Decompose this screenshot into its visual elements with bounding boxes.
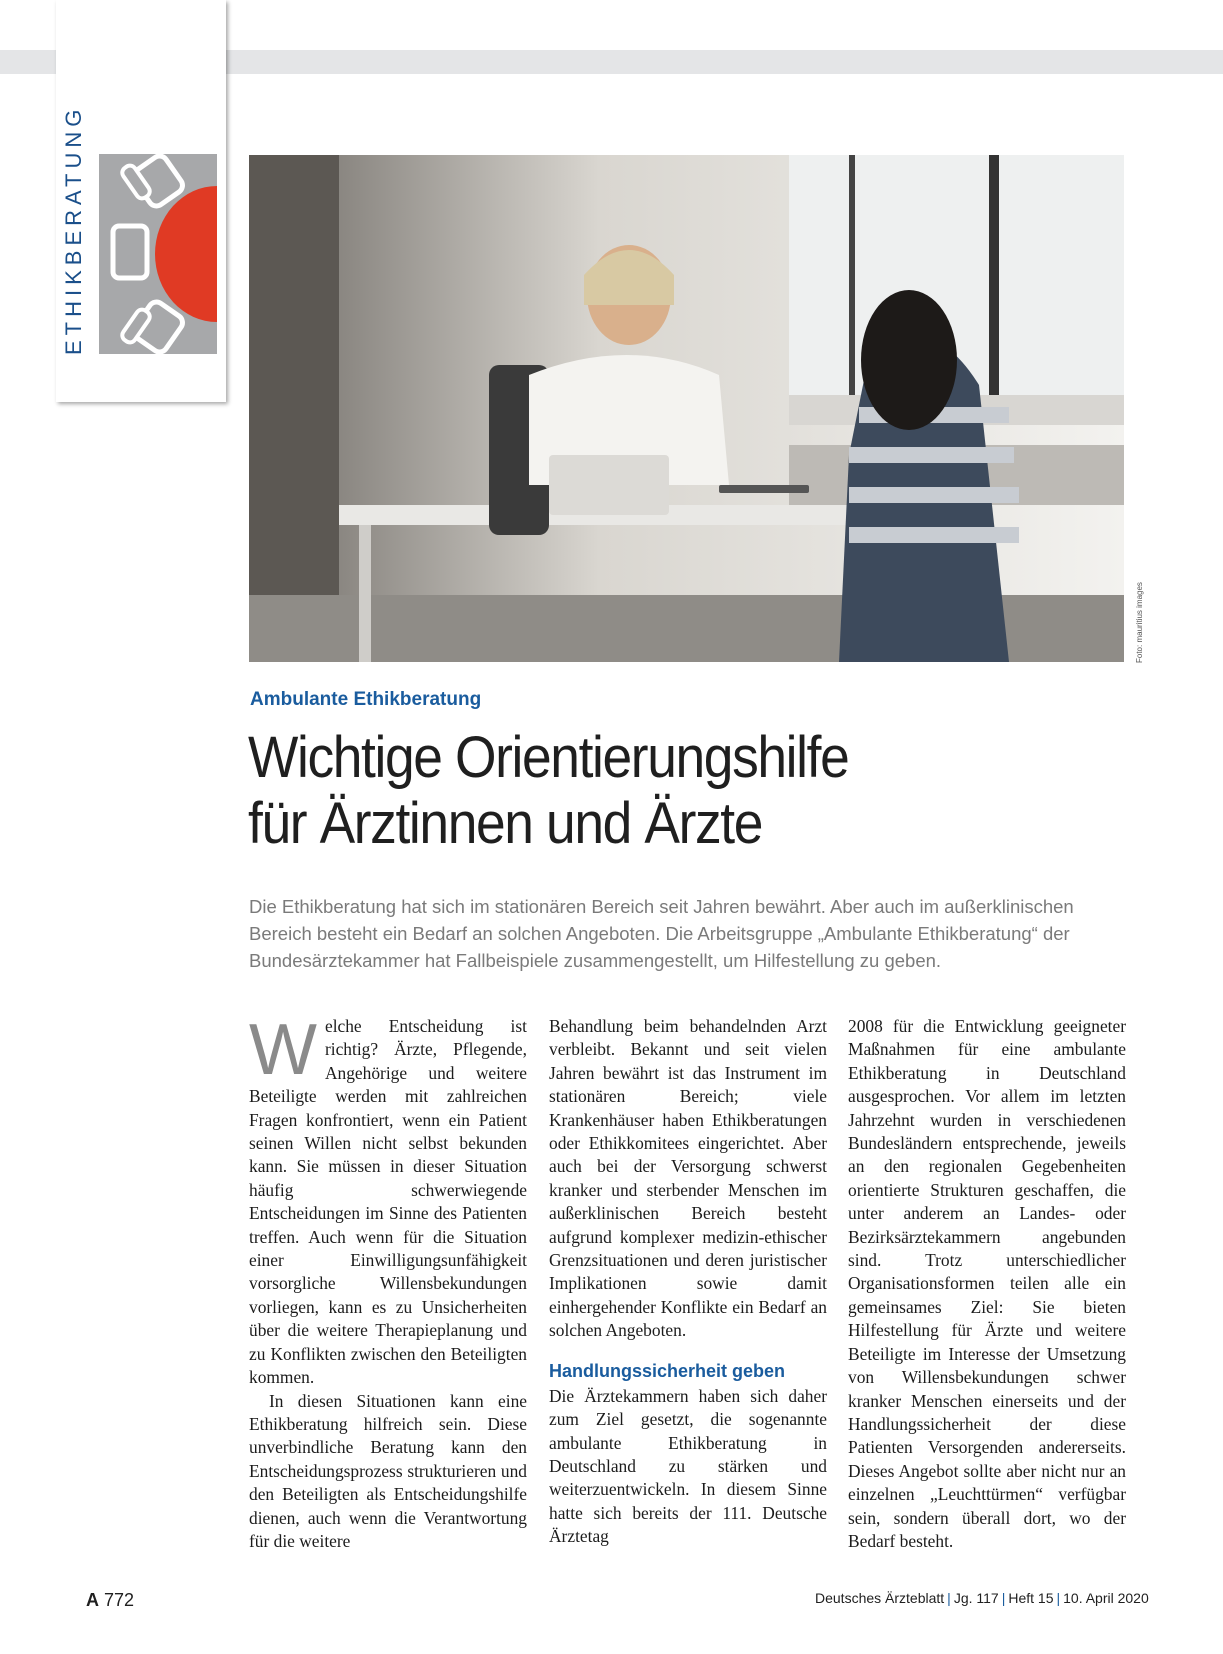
headline-line-1: Wichtige Orientierungshilfe <box>248 725 849 790</box>
publication-name: Deutsches Ärzteblatt <box>815 1590 945 1606</box>
issue-date: 10. April 2020 <box>1063 1590 1149 1606</box>
consultation-photo <box>249 155 1124 662</box>
paragraph: Die Ärztekammern haben sich daher zum Ziel gesetzt, die sogenannte ambulante Ethikberatung in Deutschland zu stärken und weiterzuentwickeln. In diesem Sinne hatte sich bereits der 111. Deutsche Ärztetag <box>549 1385 827 1547</box>
paragraph <box>249 1010 527 1390</box>
paragraph-text: elche Entscheidung ist richtig? Ärzte, Pflegende, Angehörige und weitere Beteiligte werden mit zahlreichen Fragen konfrontiert, wenn ein Patient seinen Willen nicht selbst bekunden kann. Sie müssen in dieser Situation häufig schwerwiegende Entscheidungen im Sinne des Patienten treffen. Auch wenn für die Situation einer Einwilligungsunfähigkeit vorsorgliche Willensbekundungen vorliegen, kann es zu Unsicherheiten über die weitere Therapieplanung und zu Konflikten zwischen den Beteiligten kommen. <box>249 1016 527 1388</box>
drop-cap: W <box>249 1010 317 1090</box>
paragraph: 2008 für die Entwicklung geeigneter Maßnahmen für eine ambulante Ethikberatung in Deutschland ausgesprochen. Vor allem im letzten Jahrzehnt wurden in verschiedenen Bundesländern entsprechende, jeweils an den regionalen Gegebenheiten orientierte Strukturen geschaffen, die unter anderem an Landes- oder Bezirksärztekammern angebunden sind. Trotz unterschiedlicher Organisationsformen teilen alle ein gemeinsames Ziel: Sie bieten Hilfestellung für Ärzte und weitere Beteiligte im Interesse der Umsetzung von Willensbekundungen schwer kranker Menschen einerseits und der Handlungssicherheit der diese Patienten Versorgenden andererseits. Dieses Angebot sollte aber nicht nur an einzelnen „Leuchttürmen“ verfügbar sein, sondern überall dort, wo der Bedarf besteht. <box>848 1016 1126 1551</box>
section-subhead: Handlungssicherheit geben <box>549 1360 786 1381</box>
text-column-2 <box>549 1015 827 1549</box>
publication-info <box>815 1590 1149 1606</box>
paragraph: In diesen Situationen kann eine Ethikberatung hilfreich sein. Diese unverbindliche Beratung kann den Entscheidungsprozess strukturieren und den Beteiligten als Entscheidungshilfe dienen, auch wenn die Verantwortung für die weitere <box>249 1390 527 1551</box>
photo-credit: Foto: mauritius images <box>1135 582 1144 663</box>
headline-line-2: für Ärztinnen und Ärzte <box>248 791 763 856</box>
article-headline <box>248 725 1076 857</box>
ethics-table-logo <box>99 154 217 354</box>
section-label: ETHIKBERATUNG <box>61 104 86 355</box>
paragraph: Behandlung beim behandelnden Arzt verbleibt. Bekannt und seit vielen Jahren bewährt ist das Instrument im stationären Bereich; viele Krankenhäuser haben Ethikberatungen oder Ethikkomitees eingerichtet. Aber auch bei der Versorgung schwerst kranker und sterbender Menschen im außerklinischen Bereich besteht aufgrund komplexer medizin-ethischer Grenzsituationen und deren juristischer Implikationen sowie damit einhergehender Konflikte ein Bedarf an solchen Angeboten. <box>549 1016 827 1341</box>
article-lead: Die Ethikberatung hat sich im stationären Bereich seit Jahren bewährt. Aber auch im außerklinischen Bereich besteht ein Bedarf an solchen Angeboten. Die Arbeitsgruppe „Ambulante Ethikberatung“ der Bundesärztekammer hat Fallbeispiele zusammengestellt, um Hilfestellung zu geben. <box>249 896 1074 971</box>
page-number-value: 772 <box>104 1590 135 1610</box>
page-number <box>86 1590 134 1611</box>
separator: | <box>947 1590 951 1606</box>
text-column-1 <box>249 1010 527 1553</box>
page-prefix: A <box>86 1590 99 1610</box>
text-column-3 <box>848 1015 1126 1553</box>
issue: Heft 15 <box>1008 1590 1054 1606</box>
separator: | <box>1001 1590 1006 1606</box>
volume: Jg. 117 <box>953 1590 999 1606</box>
article-kicker: Ambulante Ethikberatung <box>250 689 482 710</box>
separator: | <box>1056 1590 1061 1606</box>
